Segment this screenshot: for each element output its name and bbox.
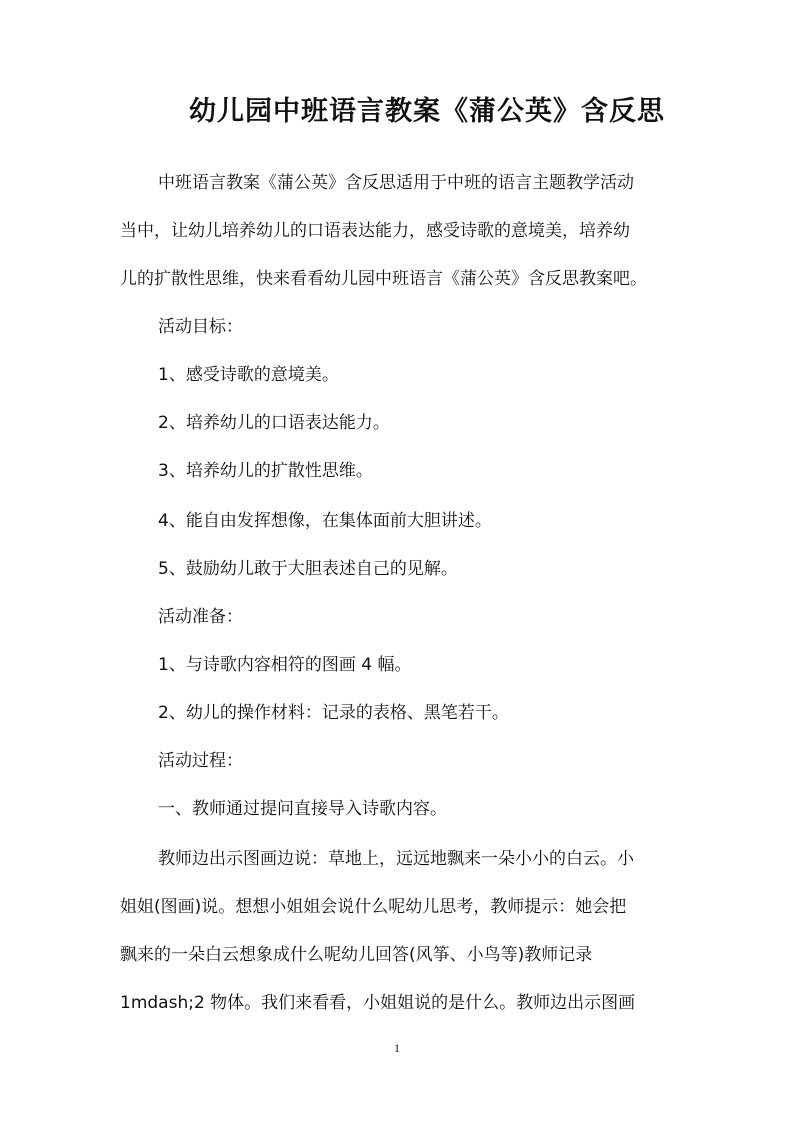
prep-item: 2、幼儿的操作材料：记录的表格、黑笔若干。: [158, 703, 509, 723]
prep-item: 1、与诗歌内容相符的图画 4 幅。: [158, 655, 412, 675]
prep-heading: 活动准备：: [158, 607, 243, 627]
page-number: 1: [394, 1041, 400, 1055]
intro-line: 当中，让幼儿培养幼儿的口语表达能力，感受诗歌的意境美，培养幼: [120, 221, 630, 241]
process-step: 一、教师通过提问直接导入诗歌内容。: [158, 799, 447, 819]
intro-line: 儿的扩散性思维，快来看看幼儿园中班语言《蒲公英》含反思教案吧。: [120, 269, 647, 289]
body-line: 1mdash;2 物体。我们来看看，小姐姐说的是什么。教师边出示图画: [120, 993, 636, 1013]
body-line: 教师边出示图画边说：草地上，远远地飘来一朵小小的白云。小: [158, 849, 634, 869]
body-line: 姐姐(图画)说。想想小姐姐会说什么呢幼儿思考，教师提示：她会把: [120, 897, 627, 917]
body-line: 飘来的一朵白云想象成什么呢幼儿回答(风筝、小鸟等)教师记录: [120, 945, 593, 965]
goal-item: 3、培养幼儿的扩散性思维。: [158, 461, 373, 481]
goal-item: 1、感受诗歌的意境美。: [158, 365, 339, 385]
process-heading: 活动过程：: [158, 751, 243, 771]
goals-heading: 活动目标：: [158, 317, 243, 337]
goal-item: 5、鼓励幼儿敢于大胆表述自己的见解。: [158, 559, 458, 579]
goal-item: 4、能自由发挥想像，在集体面前大胆讲述。: [158, 511, 492, 531]
goal-item: 2、培养幼儿的口语表达能力。: [158, 413, 390, 433]
document-title: 幼儿园中班语言教案《蒲公英》含反思: [189, 96, 665, 127]
intro-line: 中班语言教案《蒲公英》含反思适用于中班的语言主题教学活动: [158, 173, 634, 193]
